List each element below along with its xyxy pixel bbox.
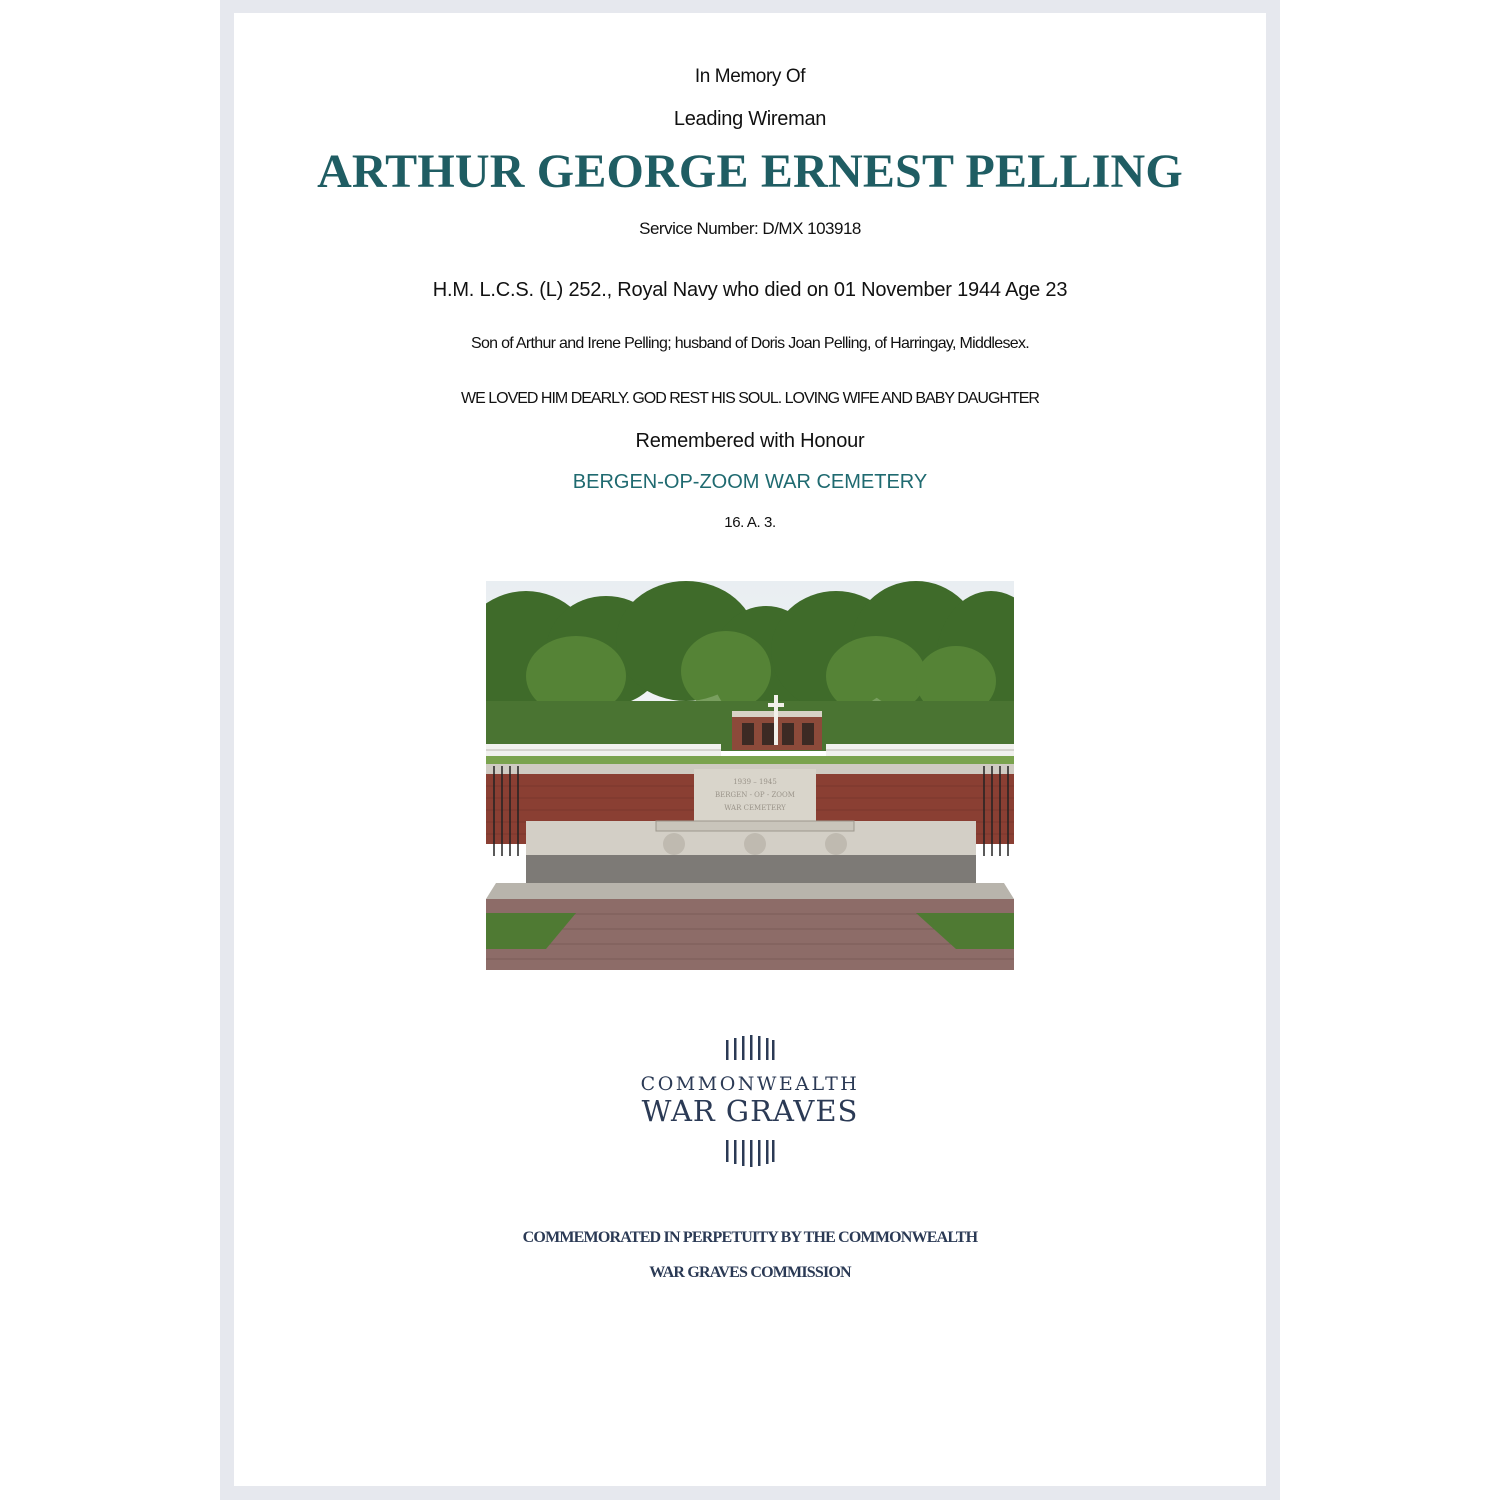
plaque-line: WAR CEMETERY bbox=[724, 804, 786, 812]
rank-text: Leading Wireman bbox=[673, 108, 827, 130]
commemoration-line2: WAR GRAVES COMMISSION bbox=[649, 1264, 851, 1281]
logo-text-line1: COMMONWEALTH bbox=[640, 1073, 860, 1095]
commemoration-line1: COMMEMORATED IN PERPETUITY BY THE COMMONWEALTH bbox=[522, 1229, 978, 1246]
intro-text: In Memory Of bbox=[694, 66, 806, 87]
plaque-line: 1939 – 1945 bbox=[733, 778, 777, 786]
remembered-text: Remembered with Honour bbox=[635, 430, 865, 452]
logo-text-line2: WAR GRAVES bbox=[641, 1094, 859, 1128]
logo-bars-bottom bbox=[726, 1140, 775, 1167]
service-number: Service Number: D/MX 103918 bbox=[639, 219, 861, 238]
grave-reference: 16. A. 3. bbox=[724, 514, 776, 531]
family-line: Son of Arthur and Irene Pelling; husband of Doris Joan Pelling, of Harringay, Middlesex. bbox=[470, 335, 1029, 352]
cemetery-entrance-photo bbox=[486, 581, 1014, 970]
logo-bars-top bbox=[726, 1035, 775, 1060]
unit-and-death-line: H.M. L.C.S. (L) 252., Royal Navy who died on 01 November 1944 Age 23 bbox=[432, 279, 1068, 301]
cemetery-name: BERGEN-OP-ZOOM WAR CEMETERY bbox=[572, 471, 928, 493]
epitaph: WE LOVED HIM DEARLY. GOD REST HIS SOUL. LOVING WIFE AND BABY DAUGHTER bbox=[461, 390, 1039, 407]
plaque-line: BERGEN - OP - ZOOM bbox=[715, 791, 795, 799]
casualty-name: ARTHUR GEORGE ERNEST PELLING bbox=[317, 145, 1183, 198]
